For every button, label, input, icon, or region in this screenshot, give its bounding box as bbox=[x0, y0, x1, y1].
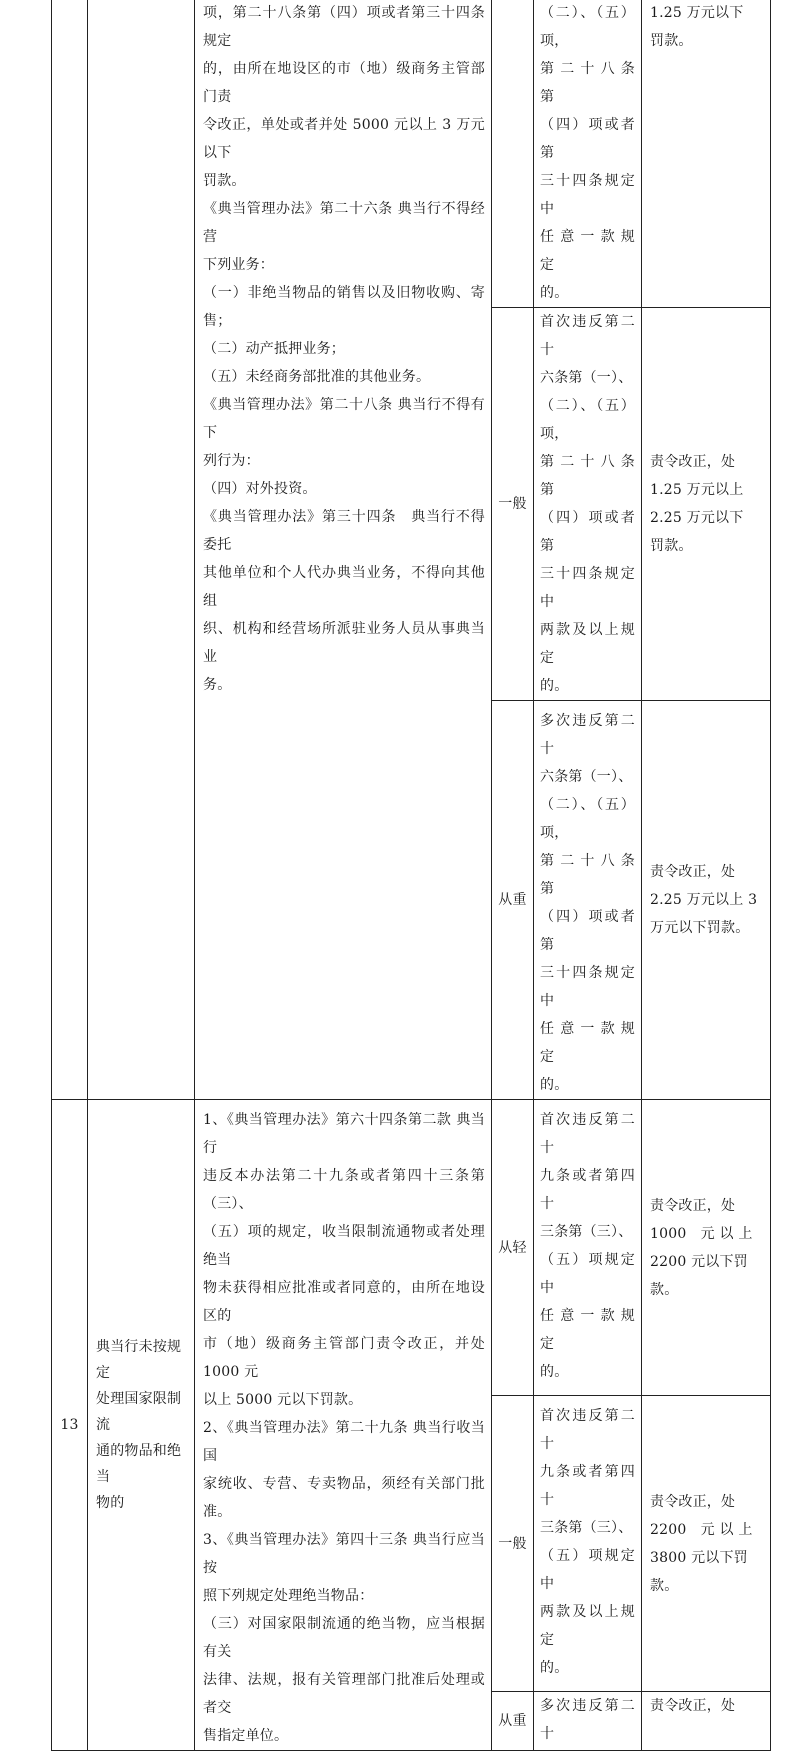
level-cell-13-general: 一般 bbox=[492, 1396, 534, 1692]
text-line: 任 意 一 款 规 定 bbox=[540, 1021, 635, 1065]
text-line: 物未获得相应批准或者同意的，由所在地设区的 bbox=[203, 1280, 485, 1324]
condition-cell-12-light bbox=[534, 0, 642, 308]
text-line: 的。 bbox=[540, 1660, 569, 1677]
text-line: 责令改正，处 bbox=[650, 1493, 736, 1510]
level-cell-13-light: 从轻 bbox=[492, 1100, 534, 1396]
text-line: 的。 bbox=[540, 1077, 569, 1093]
text-line: 九条或者第四十 bbox=[540, 1464, 635, 1509]
level-cell-12-severe: 从重 bbox=[492, 701, 534, 1100]
condition-text-12-severe bbox=[540, 707, 635, 1099]
text-line: 款。 bbox=[650, 1281, 679, 1298]
text-line: 的。 bbox=[540, 285, 569, 301]
text-line: 六条第（一）、 bbox=[540, 370, 633, 386]
text-line: （一）非绝当物品的销售以及旧物收购、寄售； bbox=[203, 285, 485, 329]
text-line: 多次违反第二十 bbox=[540, 713, 635, 757]
condition-text-13-light bbox=[540, 1106, 635, 1386]
text-line: 务。 bbox=[203, 677, 232, 693]
text-line: 照下列规定处理绝当物品： bbox=[203, 1588, 374, 1604]
text-line: （五）项规定中 bbox=[540, 1548, 635, 1593]
text-line: 3、《典当管理办法》第四十三条 典当行应当按 bbox=[203, 1532, 485, 1576]
text-line: 2200 元以下罚 bbox=[650, 1253, 748, 1270]
penalty-text-12-severe bbox=[650, 858, 762, 942]
text-line: 首次违反第二十 bbox=[540, 1408, 635, 1453]
text-line: 令改正，单处或者并处 5000 元以上 3 万元以下 bbox=[203, 117, 485, 161]
text-line: 2.25 万元以上 3 bbox=[650, 892, 758, 908]
text-line: 物的 bbox=[96, 1495, 125, 1511]
text-line: 家统收、专营、专卖物品，须经有关部门批准。 bbox=[203, 1476, 485, 1520]
text-line: 六条第（一）、 bbox=[540, 769, 633, 785]
text-line: 2、《典当管理办法》第二十九条 典当行收当国 bbox=[203, 1420, 485, 1464]
text-line: 三十四条规定中 bbox=[540, 965, 635, 1009]
text-line: 违反本办法第二十九条或者第四十三条第（三）、 bbox=[203, 1168, 485, 1212]
text-line: 万元以下罚款。 bbox=[650, 920, 750, 936]
text-line: 《典当管理办法》第三十四条 典当行不得委托 bbox=[203, 509, 485, 553]
condition-cell-12-severe bbox=[534, 701, 642, 1100]
text-line: 九条或者第四十 bbox=[540, 1168, 635, 1212]
text-line: （三）对国家限制流通的绝当物，应当根据有关 bbox=[203, 1616, 485, 1660]
legal-basis-text-13 bbox=[203, 1106, 485, 1750]
text-line: 罚款。 bbox=[650, 538, 693, 554]
text-line: 以上 5000 元以下罚款。 bbox=[203, 1392, 363, 1408]
text-line: （二）、（五）项， bbox=[540, 398, 635, 442]
text-line: 《典当管理办法》第二十八条 典当行不得有下 bbox=[203, 397, 485, 441]
table-row-13-light bbox=[52, 1100, 771, 1396]
number-cell-12 bbox=[52, 0, 88, 1100]
condition-text-13-severe bbox=[540, 1692, 635, 1748]
text-line: （二）动产抵押业务； bbox=[203, 341, 345, 357]
text-line: 第 二 十 八 条 第 bbox=[540, 61, 635, 105]
text-line: 2200 元 以 上 bbox=[650, 1521, 753, 1538]
text-line: 其他单位和个人代办典当业务，不得向其他组 bbox=[203, 565, 485, 609]
penalty-text-13-general bbox=[650, 1488, 762, 1600]
text-line: 处理国家限制流 bbox=[96, 1391, 182, 1433]
text-line: 售指定单位。 bbox=[203, 1728, 289, 1744]
text-line: 下列业务： bbox=[203, 257, 274, 273]
text-line: 法律、法规，报有关管理部门批准后处理或者交 bbox=[203, 1672, 485, 1716]
text-line: 三条第（三）、 bbox=[540, 1520, 633, 1537]
text-line: 多次违反第二十 bbox=[540, 1698, 635, 1743]
condition-text-12-light bbox=[540, 0, 635, 307]
text-line: 1000 元 以 上 bbox=[650, 1225, 753, 1242]
text-line: 通的物品和绝当 bbox=[96, 1443, 182, 1485]
legal-basis-text-12 bbox=[203, 0, 485, 699]
penalty-cell-13-light bbox=[642, 1100, 771, 1396]
penalty-cell-12-general bbox=[642, 308, 771, 701]
level-cell-12-general: 一般 bbox=[492, 308, 534, 701]
penalty-standard-table bbox=[51, 0, 771, 1751]
penalty-cell-12-light bbox=[642, 0, 771, 308]
text-line: 责令改正，处 bbox=[650, 864, 736, 880]
text-line: 责令改正，处 bbox=[650, 1698, 736, 1715]
penalty-cell-13-general bbox=[642, 1396, 771, 1692]
penalty-text-13-light bbox=[650, 1192, 762, 1304]
legal-basis-cell-12 bbox=[195, 0, 492, 1100]
text-line: （五）项的规定，收当限制流通物或者处理绝当 bbox=[203, 1224, 485, 1268]
text-line: 的。 bbox=[540, 1364, 569, 1380]
legal-basis-cell-13 bbox=[195, 1100, 492, 1751]
violation-cell-13 bbox=[88, 1100, 195, 1751]
text-line: 首次违反第二十 bbox=[540, 314, 635, 358]
text-line: 三条第（三）、 bbox=[540, 1224, 633, 1240]
penalty-text-12-general bbox=[650, 448, 762, 560]
condition-text-13-general bbox=[540, 1402, 635, 1682]
text-line: 3800 元以下罚 bbox=[650, 1549, 748, 1566]
text-line: 首次违反第二十 bbox=[540, 1112, 635, 1156]
condition-cell-13-light bbox=[534, 1100, 642, 1396]
text-line: 款。 bbox=[650, 1577, 679, 1594]
penalty-text-12-light bbox=[650, 0, 762, 55]
text-line: 任 意 一 款 规 定 bbox=[540, 1308, 635, 1352]
text-line: 任 意 一 款 规 定 bbox=[540, 229, 635, 273]
text-line: 的。 bbox=[540, 678, 569, 694]
text-line: 三十四条规定中 bbox=[540, 566, 635, 610]
text-line: 《典当管理办法》第二十六条 典当行不得经营 bbox=[203, 201, 485, 245]
violation-text-13 bbox=[96, 1334, 186, 1516]
condition-cell-13-severe bbox=[534, 1692, 642, 1751]
text-line: （四）项或者第 bbox=[540, 510, 635, 554]
text-line: （四）对外投资。 bbox=[203, 481, 317, 497]
text-line: 1、《典当管理办法》第六十四条第二款 典当行 bbox=[203, 1112, 485, 1156]
penalty-cell-13-severe bbox=[642, 1692, 771, 1751]
text-line: （二）、（五）项， bbox=[540, 797, 635, 841]
text-line: 1.25 万元以下 bbox=[650, 5, 744, 21]
text-line: （二）、（五）项， bbox=[540, 5, 635, 49]
text-line: （四）项或者第 bbox=[540, 117, 635, 161]
text-line: 2.25 万元以下 bbox=[650, 510, 744, 526]
text-line: （五）未经商务部批准的其他业务。 bbox=[203, 369, 431, 385]
text-line: （五）项规定中 bbox=[540, 1252, 635, 1296]
text-line: 1.25 万元以上 bbox=[650, 482, 744, 498]
text-line: 两款及以上规定 bbox=[540, 622, 635, 666]
level-cell-13-severe: 从重 bbox=[492, 1692, 534, 1751]
table-row-12-light bbox=[52, 0, 771, 308]
text-line: （四）项或者第 bbox=[540, 909, 635, 953]
text-line: 责令改正，处 bbox=[650, 454, 736, 470]
text-line: 典当行未按规定 bbox=[96, 1339, 182, 1381]
level-cell-12-light bbox=[492, 0, 534, 308]
text-line: 责令改正，处 bbox=[650, 1197, 736, 1214]
text-line: 项，第二十八条第（四）项或者第三十四条规定 bbox=[203, 5, 485, 49]
condition-cell-13-general bbox=[534, 1396, 642, 1692]
text-line: 第 二 十 八 条 第 bbox=[540, 454, 635, 498]
text-line: 罚款。 bbox=[203, 173, 246, 189]
penalty-text-13-severe bbox=[650, 1692, 762, 1720]
condition-text-12-general bbox=[540, 308, 635, 700]
text-line: 罚款。 bbox=[650, 33, 693, 49]
text-line: 两款及以上规定 bbox=[540, 1604, 635, 1649]
text-line: 第 二 十 八 条 第 bbox=[540, 853, 635, 897]
text-line: 三十四条规定中 bbox=[540, 173, 635, 217]
penalty-cell-12-severe bbox=[642, 701, 771, 1100]
text-line: 市（地）级商务主管部门责令改正，并处 1000 元 bbox=[203, 1336, 485, 1380]
text-line: 列行为： bbox=[203, 453, 260, 469]
text-line: 织、机构和经营场所派驻业务人员从事典当业 bbox=[203, 621, 485, 665]
violation-cell-12 bbox=[88, 0, 195, 1100]
condition-cell-12-general bbox=[534, 308, 642, 701]
number-cell-13: 13 bbox=[52, 1100, 88, 1751]
text-line: 的，由所在地设区的市（地）级商务主管部门责 bbox=[203, 61, 485, 105]
